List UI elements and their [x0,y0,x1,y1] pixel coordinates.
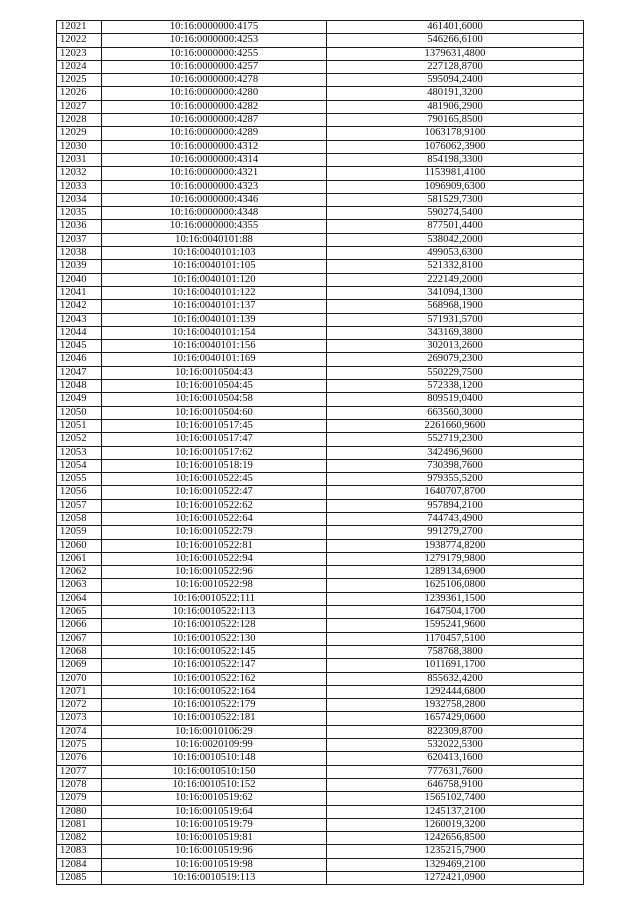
table-row [57,845,584,858]
table-row [57,512,584,525]
cadastral-value-cell: 1932758,2800 [327,699,584,712]
cadastral-number-cell: 10:16:0040101:154 [102,326,327,339]
cadastral-number-cell: 10:16:0010504:58 [102,393,327,406]
cadastral-value-cell: 1239361,1500 [327,592,584,605]
table-row [57,114,584,127]
row-number-cell: 12030 [57,140,102,153]
cadastral-value-cell: 1242656,8500 [327,832,584,845]
cadastral-number-cell: 10:16:0040101:103 [102,247,327,260]
row-number-cell: 12071 [57,685,102,698]
cadastral-number-cell: 10:16:0010522:81 [102,539,327,552]
cadastral-number-cell: 10:16:0010519:79 [102,818,327,831]
cadastral-number-cell: 10:16:0010522:64 [102,512,327,525]
table-row [57,21,584,34]
cadastral-value-cell: 546266,6100 [327,34,584,47]
cadastral-value-cell: 777631,7600 [327,765,584,778]
cadastral-number-cell: 10:16:0010510:148 [102,752,327,765]
cadastral-number-cell: 10:16:0040101:156 [102,340,327,353]
row-number-cell: 12042 [57,300,102,313]
row-number-cell: 12058 [57,512,102,525]
cadastral-number-cell: 10:16:0010522:111 [102,592,327,605]
table-row [57,858,584,871]
row-number-cell: 12037 [57,233,102,246]
row-number-cell: 12029 [57,127,102,140]
cadastral-number-cell: 10:16:0000000:4289 [102,127,327,140]
cadastral-number-cell: 10:16:0000000:4253 [102,34,327,47]
cadastral-number-cell: 10:16:0000000:4257 [102,60,327,73]
table-row [57,792,584,805]
row-number-cell: 12025 [57,74,102,87]
cadastral-value-cell: 1292444,6800 [327,685,584,698]
row-number-cell: 12063 [57,579,102,592]
cadastral-value-cell: 663560,3000 [327,406,584,419]
table-row [57,286,584,299]
cadastral-number-cell: 10:16:0010522:130 [102,632,327,645]
cadastral-value-cell: 1063178,9100 [327,127,584,140]
row-number-cell: 12075 [57,739,102,752]
table-row [57,153,584,166]
cadastral-number-cell: 10:16:0010522:98 [102,579,327,592]
table-row [57,419,584,432]
cadastral-value-cell: 1938774,8200 [327,539,584,552]
table-row [57,659,584,672]
table-row [57,499,584,512]
table-row [57,685,584,698]
row-number-cell: 12026 [57,87,102,100]
row-number-cell: 12047 [57,366,102,379]
cadastral-number-cell: 10:16:0000000:4321 [102,167,327,180]
cadastral-number-cell: 10:16:0010517:62 [102,446,327,459]
cadastral-value-cell: 222149,2000 [327,273,584,286]
cadastral-value-cell: 1279179,9800 [327,552,584,565]
row-number-cell: 12062 [57,566,102,579]
table-row [57,619,584,632]
row-number-cell: 12034 [57,193,102,206]
cadastral-number-cell: 10:16:0000000:4175 [102,21,327,34]
cadastral-value-cell: 538042,2000 [327,233,584,246]
cadastral-number-cell: 10:16:0010519:96 [102,845,327,858]
table-row [57,805,584,818]
table-row [57,140,584,153]
cadastral-value-cell: 854198,3300 [327,153,584,166]
table-row [57,167,584,180]
row-number-cell: 12035 [57,207,102,220]
cadastral-number-cell: 10:16:0000000:4278 [102,74,327,87]
table-row [57,433,584,446]
table-row [57,313,584,326]
row-number-cell: 12054 [57,459,102,472]
row-number-cell: 12083 [57,845,102,858]
row-number-cell: 12068 [57,645,102,658]
row-number-cell: 12036 [57,220,102,233]
cadastral-value-cell: 550229,7500 [327,366,584,379]
cadastral-value-cell: 809519,0400 [327,393,584,406]
row-number-cell: 12074 [57,725,102,738]
cadastral-value-cell: 1076062,3900 [327,140,584,153]
cadastral-number-cell: 10:16:0010519:64 [102,805,327,818]
table-row [57,712,584,725]
row-number-cell: 12046 [57,353,102,366]
cadastral-value-cell: 979355,5200 [327,473,584,486]
cadastral-value-cell: 461401,6000 [327,21,584,34]
row-number-cell: 12041 [57,286,102,299]
table-row [57,739,584,752]
row-number-cell: 12039 [57,260,102,273]
row-number-cell: 12084 [57,858,102,871]
row-number-cell: 12053 [57,446,102,459]
row-number-cell: 12081 [57,818,102,831]
table-row [57,765,584,778]
table-row [57,552,584,565]
cadastral-value-cell: 1153981,4100 [327,167,584,180]
table-row [57,300,584,313]
cadastral-value-cell: 341094,1300 [327,286,584,299]
cadastral-value-cell: 590274,5400 [327,207,584,220]
table-row [57,446,584,459]
cadastral-number-cell: 10:16:0000000:4282 [102,100,327,113]
cadastral-number-cell: 10:16:0010519:62 [102,792,327,805]
cadastral-value-table [56,20,584,885]
cadastral-value-cell: 2261660,9600 [327,419,584,432]
row-number-cell: 12052 [57,433,102,446]
table-row [57,872,584,885]
cadastral-number-cell: 10:16:0000000:4314 [102,153,327,166]
row-number-cell: 12022 [57,34,102,47]
cadastral-number-cell: 10:16:0010519:98 [102,858,327,871]
table-row [57,459,584,472]
row-number-cell: 12069 [57,659,102,672]
row-number-cell: 12043 [57,313,102,326]
table-row [57,579,584,592]
table-row [57,778,584,791]
table-row [57,606,584,619]
row-number-cell: 12065 [57,606,102,619]
row-number-cell: 12061 [57,552,102,565]
cadastral-value-cell: 1260019,3200 [327,818,584,831]
table-row [57,100,584,113]
table-row [57,566,584,579]
row-number-cell: 12070 [57,672,102,685]
cadastral-number-cell: 10:16:0040101:88 [102,233,327,246]
cadastral-number-cell: 10:16:0010106:29 [102,725,327,738]
table-row [57,752,584,765]
row-number-cell: 12033 [57,180,102,193]
row-number-cell: 12064 [57,592,102,605]
cadastral-value-cell: 991279,2700 [327,526,584,539]
cadastral-number-cell: 10:16:0010522:181 [102,712,327,725]
cadastral-value-cell: 1170457,5100 [327,632,584,645]
row-number-cell: 12050 [57,406,102,419]
table-row [57,645,584,658]
table-row [57,233,584,246]
cadastral-value-cell: 480191,3200 [327,87,584,100]
cadastral-value-cell: 1329469,2100 [327,858,584,871]
cadastral-number-cell: 10:16:0040101:105 [102,260,327,273]
row-number-cell: 12076 [57,752,102,765]
table-row [57,699,584,712]
cadastral-value-cell: 1272421,0900 [327,872,584,885]
cadastral-number-cell: 10:16:0010522:79 [102,526,327,539]
cadastral-number-cell: 10:16:0010522:62 [102,499,327,512]
row-number-cell: 12049 [57,393,102,406]
row-number-cell: 12067 [57,632,102,645]
cadastral-value-cell: 822309,8700 [327,725,584,738]
cadastral-value-cell: 1235215,7900 [327,845,584,858]
cadastral-value-cell: 957894,2100 [327,499,584,512]
table-row [57,539,584,552]
table-row [57,526,584,539]
row-number-cell: 12066 [57,619,102,632]
cadastral-value-cell: 1647504,1700 [327,606,584,619]
table-row [57,818,584,831]
cadastral-number-cell: 10:16:0010517:45 [102,419,327,432]
cadastral-number-cell: 10:16:0000000:4280 [102,87,327,100]
table-row [57,672,584,685]
cadastral-value-cell: 1565102,7400 [327,792,584,805]
cadastral-number-cell: 10:16:0000000:4355 [102,220,327,233]
table-row [57,47,584,60]
table-row [57,273,584,286]
cadastral-value-cell: 343169,3800 [327,326,584,339]
cadastral-number-cell: 10:16:0010522:164 [102,685,327,698]
cadastral-number-cell: 10:16:0010522:94 [102,552,327,565]
row-number-cell: 12048 [57,380,102,393]
table-row [57,380,584,393]
cadastral-number-cell: 10:16:0040101:120 [102,273,327,286]
cadastral-value-cell: 595094,2400 [327,74,584,87]
cadastral-value-cell: 499053,6300 [327,247,584,260]
row-number-cell: 12021 [57,21,102,34]
cadastral-number-cell: 10:16:0010522:113 [102,606,327,619]
table-row [57,725,584,738]
table-row [57,180,584,193]
row-number-cell: 12028 [57,114,102,127]
table-row [57,193,584,206]
cadastral-value-cell: 1657429,0600 [327,712,584,725]
cadastral-number-cell: 10:16:0010522:128 [102,619,327,632]
cadastral-number-cell: 10:16:0000000:4287 [102,114,327,127]
cadastral-value-cell: 552719,2300 [327,433,584,446]
table-row [57,87,584,100]
cadastral-value-cell: 1595241,9600 [327,619,584,632]
cadastral-value-cell: 269079,2300 [327,353,584,366]
table-row [57,326,584,339]
cadastral-number-cell: 10:16:0010522:179 [102,699,327,712]
cadastral-value-cell: 877501,4400 [327,220,584,233]
row-number-cell: 12044 [57,326,102,339]
row-number-cell: 12057 [57,499,102,512]
cadastral-number-cell: 10:16:0020109:99 [102,739,327,752]
row-number-cell: 12051 [57,419,102,432]
row-number-cell: 12055 [57,473,102,486]
row-number-cell: 12085 [57,872,102,885]
table-row [57,393,584,406]
row-number-cell: 12024 [57,60,102,73]
cadastral-number-cell: 10:16:0000000:4323 [102,180,327,193]
row-number-cell: 12080 [57,805,102,818]
table-row [57,832,584,845]
cadastral-number-cell: 10:16:0010518:19 [102,459,327,472]
table-row [57,473,584,486]
cadastral-number-cell: 10:16:0040101:137 [102,300,327,313]
table-row [57,247,584,260]
table-row [57,632,584,645]
table-row [57,340,584,353]
row-number-cell: 12045 [57,340,102,353]
cadastral-value-cell: 342496,9600 [327,446,584,459]
cadastral-value-cell: 620413,1600 [327,752,584,765]
cadastral-value-cell: 481906,2900 [327,100,584,113]
cadastral-number-cell: 10:16:0010522:47 [102,486,327,499]
table-row [57,406,584,419]
cadastral-number-cell: 10:16:0000000:4312 [102,140,327,153]
cadastral-number-cell: 10:16:0010522:162 [102,672,327,685]
table-row [57,486,584,499]
cadastral-number-cell: 10:16:0010522:145 [102,645,327,658]
row-number-cell: 12072 [57,699,102,712]
cadastral-value-cell: 568968,1900 [327,300,584,313]
table-row [57,74,584,87]
cadastral-value-cell: 571931,5700 [327,313,584,326]
row-number-cell: 12040 [57,273,102,286]
row-number-cell: 12077 [57,765,102,778]
cadastral-number-cell: 10:16:0040101:122 [102,286,327,299]
cadastral-number-cell: 10:16:0010504:60 [102,406,327,419]
cadastral-value-cell: 1625106,0800 [327,579,584,592]
table-body [57,21,584,885]
cadastral-value-cell: 1096909,6300 [327,180,584,193]
cadastral-number-cell: 10:16:0000000:4348 [102,207,327,220]
cadastral-number-cell: 10:16:0010522:147 [102,659,327,672]
cadastral-number-cell: 10:16:0010510:150 [102,765,327,778]
table-row [57,592,584,605]
cadastral-number-cell: 10:16:0040101:139 [102,313,327,326]
cadastral-number-cell: 10:16:0010504:45 [102,380,327,393]
row-number-cell: 12078 [57,778,102,791]
table-row [57,127,584,140]
cadastral-value-cell: 744743,4900 [327,512,584,525]
cadastral-value-cell: 730398,7600 [327,459,584,472]
row-number-cell: 12032 [57,167,102,180]
cadastral-value-cell: 1245137,2100 [327,805,584,818]
row-number-cell: 12060 [57,539,102,552]
cadastral-number-cell: 10:16:0000000:4346 [102,193,327,206]
cadastral-number-cell: 10:16:0010522:96 [102,566,327,579]
cadastral-number-cell: 10:16:0010519:81 [102,832,327,845]
table-row [57,353,584,366]
cadastral-value-cell: 532022,5300 [327,739,584,752]
cadastral-number-cell: 10:16:0040101:169 [102,353,327,366]
cadastral-value-cell: 1379631,4800 [327,47,584,60]
cadastral-value-cell: 227128,8700 [327,60,584,73]
row-number-cell: 12082 [57,832,102,845]
cadastral-number-cell: 10:16:0010504:43 [102,366,327,379]
cadastral-value-cell: 855632,4200 [327,672,584,685]
cadastral-value-cell: 646758,9100 [327,778,584,791]
table-row [57,207,584,220]
row-number-cell: 12027 [57,100,102,113]
cadastral-value-cell: 1289134,6900 [327,566,584,579]
table-row [57,220,584,233]
cadastral-value-cell: 302013,2600 [327,340,584,353]
cadastral-number-cell: 10:16:0010519:113 [102,872,327,885]
cadastral-value-cell: 758768,3800 [327,645,584,658]
row-number-cell: 12056 [57,486,102,499]
row-number-cell: 12038 [57,247,102,260]
table-row [57,34,584,47]
row-number-cell: 12079 [57,792,102,805]
table-row [57,366,584,379]
cadastral-value-cell: 581529,7300 [327,193,584,206]
row-number-cell: 12059 [57,526,102,539]
cadastral-value-cell: 790165,8500 [327,114,584,127]
row-number-cell: 12023 [57,47,102,60]
cadastral-number-cell: 10:16:0010517:47 [102,433,327,446]
row-number-cell: 12073 [57,712,102,725]
cadastral-value-cell: 1011691,1700 [327,659,584,672]
table-row [57,260,584,273]
row-number-cell: 12031 [57,153,102,166]
table-row [57,60,584,73]
cadastral-number-cell: 10:16:0010522:45 [102,473,327,486]
cadastral-number-cell: 10:16:0000000:4255 [102,47,327,60]
cadastral-number-cell: 10:16:0010510:152 [102,778,327,791]
cadastral-value-cell: 572338,1200 [327,380,584,393]
cadastral-value-cell: 521332,8100 [327,260,584,273]
cadastral-value-cell: 1640707,8700 [327,486,584,499]
